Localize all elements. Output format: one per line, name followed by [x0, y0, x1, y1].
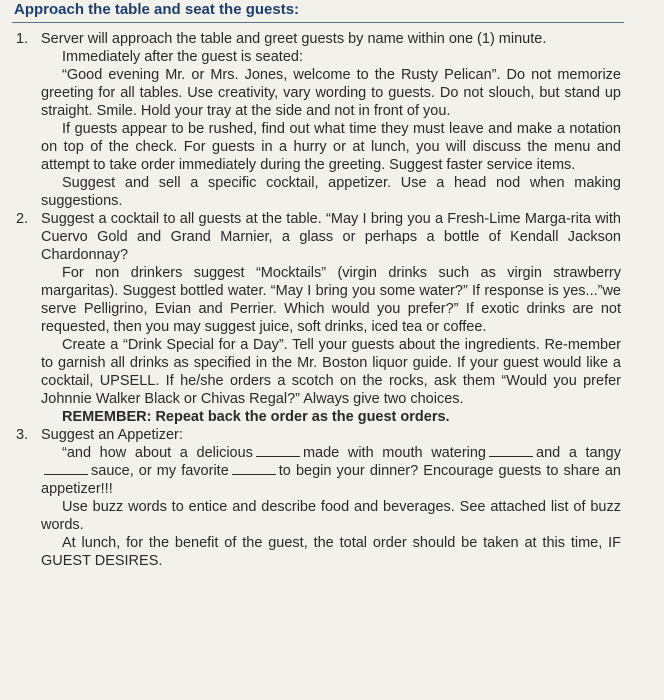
item-number: 2.: [16, 211, 29, 227]
heading-rule: [12, 22, 624, 23]
item-number: 3.: [16, 427, 29, 443]
paragraph: For non drinkers suggest “Mocktails” (virgin drinks such as virgin strawberry margaritas). Suggest bottled water. “May I bring you some water?” If response is yes...”we serve Pelligrino, Evian and Perrier. Which would you prefer?” If exotic drinks are not requested, then you may suggest juice, soft drinks, iced tea or coffee.: [41, 265, 621, 335]
item-number: 1.: [16, 31, 29, 47]
blank-line: [256, 446, 300, 457]
fill-in-text: sauce, or my favorite: [91, 463, 229, 479]
paragraph: Suggest a cocktail to all guests at the table. “May I bring you a Fresh-Lime Marga-rita with Cuervo Gold and Grand Marnier, a glass or perhaps a bottle of Kendall Jackson Chardonnay?: [41, 211, 621, 263]
fill-in-text: to begin your dinner? Encourage guests to share an appetizer!!!: [41, 463, 621, 497]
section-heading: Approach the table and seat the guests:: [14, 1, 300, 18]
paragraph: Suggest an Appetizer:: [41, 427, 183, 443]
paragraph: Use buzz words to entice and describe food and beverages. See attached list of buzz words.: [41, 499, 621, 533]
fill-in-text: and a tangy: [536, 445, 621, 461]
blank-line: [489, 446, 533, 457]
paragraph: At lunch, for the benefit of the guest, the total order should be taken at this time, IF GUEST DESIRES.: [41, 535, 621, 569]
fill-in-text: “and how about a delicious: [62, 445, 253, 461]
list-item: [0, 426, 664, 570]
list-item: [0, 210, 664, 426]
blank-line: [44, 464, 88, 475]
numbered-list: [0, 30, 664, 570]
paragraph: If guests appear to be rushed, find out what time they must leave and make a notation on top of the check. For guests in a hurry or at lunch, you will discuss the menu and attempt to take order immediately during the greeting. Suggest faster service items.: [41, 121, 621, 173]
paragraph: Suggest and sell a specific cocktail, appetizer. Use a head nod when making suggestions.: [41, 175, 621, 209]
paragraph: Server will approach the table and greet guests by name within one (1) minute.: [41, 31, 547, 47]
reminder-text: REMEMBER: Repeat back the order as the guest orders.: [62, 409, 450, 425]
fill-in-paragraph: [0, 444, 621, 498]
fill-in-text: made with mouth watering: [302, 445, 486, 461]
blank-line: [232, 464, 276, 475]
paragraph: “Good evening Mr. or Mrs. Jones, welcome to the Rusty Pelican”. Do not memorize greeting for all tables. Use creativity, vary wording to guests. Do not slouch, but stand up straight. Smile. Hold your tray at the side and not in front of you.: [41, 67, 621, 119]
paragraph: Create a “Drink Special for a Day”. Tell your guests about the ingredients. Re-member to garnish all drinks as specified in the Mr. Boston liquor guide. If your guest would like a cocktail, UPSELL. If he/she orders a scotch on the rocks, ask them “Would you prefer Johnnie Walker Black or Chivas Regal?” Always give two choices.: [41, 337, 621, 407]
paragraph: Immediately after the guest is seated:: [62, 49, 303, 65]
list-item: [0, 30, 664, 210]
